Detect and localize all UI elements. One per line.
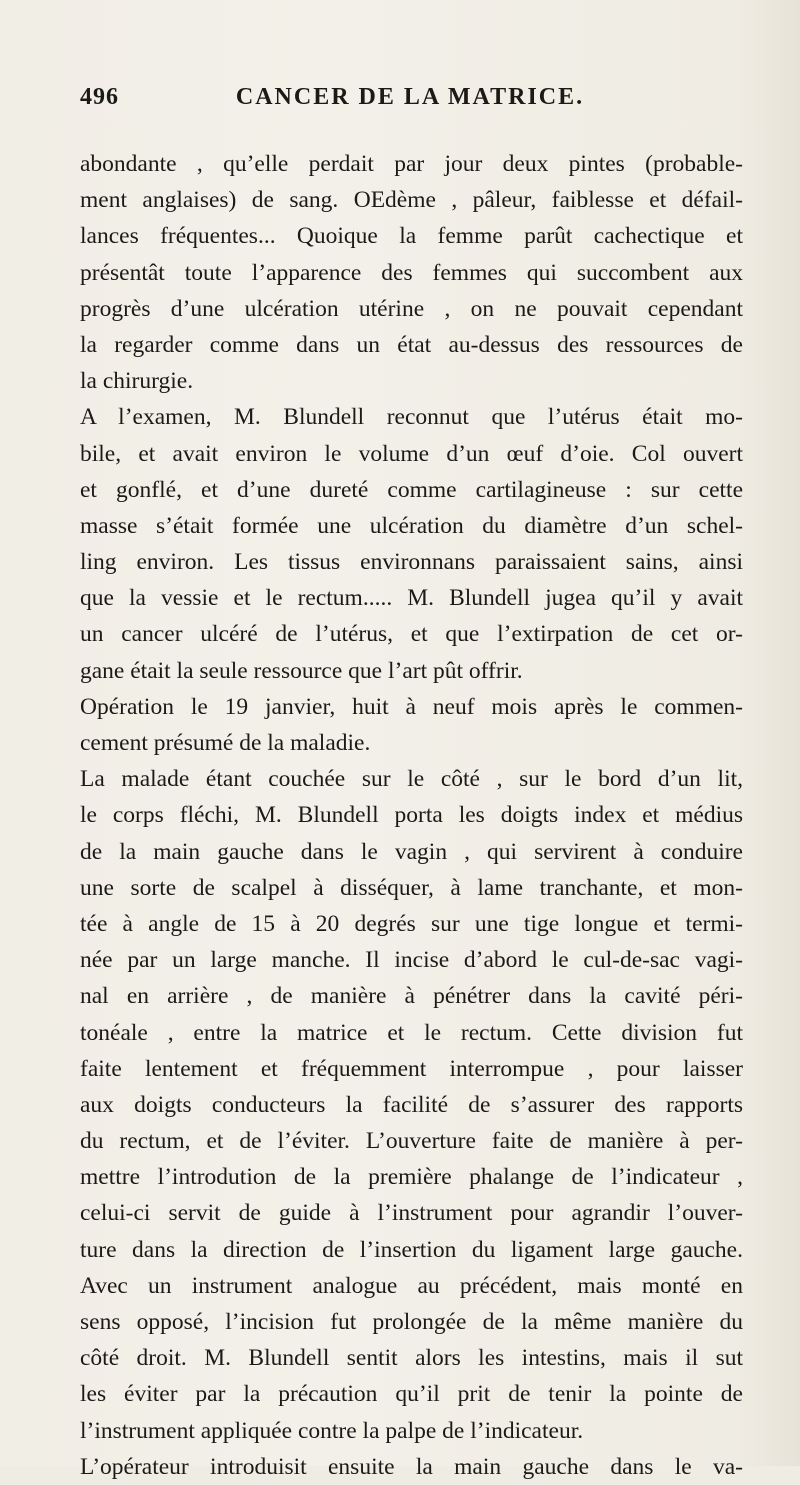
text-line: ling environ. Les tissus environnans paraissaient sains, ainsi — [80, 549, 743, 576]
text-line: ture dans la direction de l’insertion du ligament large gauche. — [80, 1236, 743, 1263]
text-line: que la vessie et le rectum..... M. Blundell jugea qu’il y avait — [80, 585, 743, 612]
text-line: aux doigts conducteurs la facilité de s’assurer des rapports — [80, 1091, 743, 1118]
text-line: L’opérateur introduisit ensuite la main gauche dans le va- — [80, 1453, 743, 1480]
text-line: présentât toute l’apparence des femmes qui succombent aux — [80, 259, 743, 286]
text-line: née par un large manche. Il incise d’abord le cul-de-sac vagi- — [80, 947, 743, 974]
text-line: ment anglaises) de sang. OEdème , pâleur, faiblesse et défail- — [80, 187, 743, 214]
page-header — [80, 84, 740, 124]
text-line: tée à angle de 15 à 20 degrés sur une tige longue et termi- — [80, 910, 743, 937]
text-line: A l’examen, M. Blundell reconnut que l’utérus était mo- — [80, 404, 743, 431]
text-line: sens opposé, l’incision fut prolongée de la même manière du — [80, 1309, 743, 1335]
text-line: les éviter par la précaution qu’il prit de tenir la pointe de — [80, 1381, 743, 1408]
text-line: celui-ci servit de guide à l’instrument pour agrandir l’ouver- — [80, 1200, 743, 1227]
text-line: le corps fléchi, M. Blundell porta les doigts index et médius — [80, 802, 743, 829]
text-line: cement présumé de la maladie. — [80, 730, 371, 756]
body-text — [80, 146, 743, 1485]
text-line: la regarder comme dans un état au-dessus des ressources de — [80, 331, 743, 358]
text-line: nal en arrière , de manière à pénétrer dans la cavité péri- — [80, 983, 743, 1010]
text-line: La malade étant couchée sur le côté , sur le bord d’un lit, — [80, 766, 743, 793]
running-title: CANCER DE LA MATRICE. — [235, 84, 585, 110]
text-line: bile, et avait environ le volume d’un œuf d’oie. Col ouvert — [80, 440, 743, 467]
text-line: Opération le 19 janvier, huit à neuf mois après le commen- — [80, 693, 743, 720]
text-line: progrès d’une ulcération utérine , on ne pouvait cependant — [80, 295, 743, 322]
text-line: mettre l’introdution de la première phalange de l’indicateur , — [80, 1164, 743, 1191]
text-line: Avec un instrument analogue au précédent, mais monté en — [80, 1272, 743, 1299]
text-line: abondante , qu’elle perdait par jour deux pintes (probable- — [80, 151, 743, 177]
text-line: tonéale , entre la matrice et le rectum. Cette division fut — [80, 1019, 743, 1046]
page-number: 496 — [80, 84, 119, 110]
text-line: faite lentement et fréquemment interrompue , pour laisser — [80, 1055, 743, 1082]
text-line: lances fréquentes... Quoique la femme parût cachectique et — [80, 223, 743, 250]
text-line: de la main gauche dans le vagin , qui servirent à conduire — [80, 838, 743, 865]
text-line: du rectum, et de l’éviter. L’ouverture faite de manière à per- — [80, 1128, 743, 1155]
text-line: gane était la seule ressource que l’art pût offrir. — [80, 657, 523, 684]
text-line: une sorte de scalpel à disséquer, à lame tranchante, et mon- — [80, 874, 743, 901]
text-line: et gonflé, et d’une dureté comme cartilagineuse : sur cette — [80, 476, 743, 503]
text-line: la chirurgie. — [80, 368, 194, 395]
text-line: côté droit. M. Blundell sentit alors les intestins, mais il sut — [80, 1345, 743, 1372]
text-line: l’instrument appliquée contre la palpe de l’indicateur. — [80, 1417, 584, 1444]
text-line: masse s’était formée une ulcération du diamètre d’un schel- — [80, 512, 743, 539]
text-line: un cancer ulcéré de l’utérus, et que l’extirpation de cet or- — [80, 621, 743, 648]
